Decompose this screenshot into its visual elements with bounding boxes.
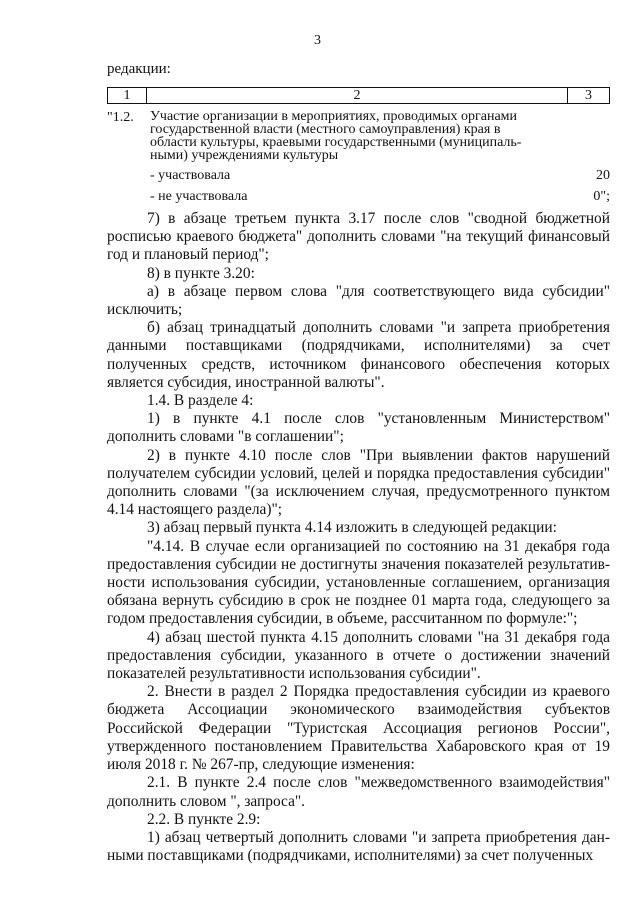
row-line: области культуры, краевыми государственными (муниципаль-: [150, 135, 522, 150]
paragraph: б) абзац тринадцатый дополнить словами "и запрета приобретения данными поставщиками (подрядчиками, исполнителями) за счет полученных средств, источником финансового обеспечения которых является субсидия, иностранной валюты".: [107, 319, 610, 391]
page-number: 3: [314, 33, 321, 48]
paragraph: а) в абзаце первом слова "для соответствующего вида субсидии" исключить;: [107, 282, 610, 319]
option-label: - не участвовала: [150, 189, 248, 204]
row-line: ными) учреждениями культуры: [150, 148, 339, 163]
column-header-3: 3: [568, 88, 610, 104]
paragraph: "4.14. В случае если организацией по состоянию на 31 декабря года предоставления субсидии не достигнуты значения показателей результативности использования субсидии, установленные соглашением, организация обязана вернуть субсидию в срок не позднее 01 марта года, следующего за годом предоставления субсидии, в объеме, рассчитанном по формуле:";: [107, 537, 610, 628]
paragraph: 2.1. В пункте 2.4 после слов "межведомственного взаимодействия" дополнить словом ", запроса".: [107, 774, 610, 810]
paragraph: 1) в пункте 4.1 после слов "установленным Министерством" дополнить словами "в соглашении";: [107, 410, 610, 446]
option-value: 20: [596, 168, 610, 183]
paragraph: 7) в абзаце третьем пункта 3.17 после слов "сводной бюджетной росписью краевого бюджета" дополнить словами "на текущий финансовый год и плановый период";: [107, 210, 610, 264]
column-header-2: 2: [147, 88, 568, 104]
row-line: Участие организации в мероприятиях, проводимых органами: [150, 109, 518, 124]
row-description: [150, 110, 570, 162]
paragraph: 1) абзац четвертый дополнить словами "и запрета приобретения данными поставщиками (подрядчиками, исполнителями) за счет полученных: [107, 828, 610, 865]
paragraph: 2. Внести в раздел 2 Порядка предоставления субсидии из краевого бюджета Ассоциации экономического взаимодействия субъектов Российской Федерации "Туристская Ассоциация регионов России", утвержденного постановлением Правительства Хабаровского края от 19 июля 2018 г. № 267-пр, следующие изменения:: [107, 683, 610, 774]
paragraph: 8) в пункте 3.20:: [147, 264, 255, 282]
paragraph: 3) абзац первый пункта 4.14 изложить в следующей редакции:: [147, 519, 557, 537]
document-body: [107, 210, 610, 865]
option-value: 0";: [593, 189, 610, 204]
paragraph: 2.2. В пункте 2.9:: [147, 810, 261, 828]
row-line: государственной власти (местного самоуправления) края в: [150, 122, 501, 137]
column-header-1: 1: [108, 88, 147, 104]
paragraph: 1.4. В разделе 4:: [147, 392, 254, 410]
lead-text: редакции:: [107, 61, 171, 77]
option-label: - участвовала: [150, 168, 231, 183]
paragraph: 4) абзац шестой пункта 4.15 дополнить словами "на 31 декабря года предоставления субсидии, указанного в отчете о достижении значений показателей результативности использования субсидии".: [107, 628, 610, 683]
paragraph: 2) в пункте 4.10 после слов "При выявлении фактов нарушений получателем субсидии условий, целей и порядка предоставления субсидии" дополнить словами "(за исключением случая, предусмотренного пунктом 4.14 настоящего раздела)";: [107, 446, 610, 519]
row-code: "1.2.: [107, 110, 134, 125]
column-header-table: [107, 87, 610, 104]
